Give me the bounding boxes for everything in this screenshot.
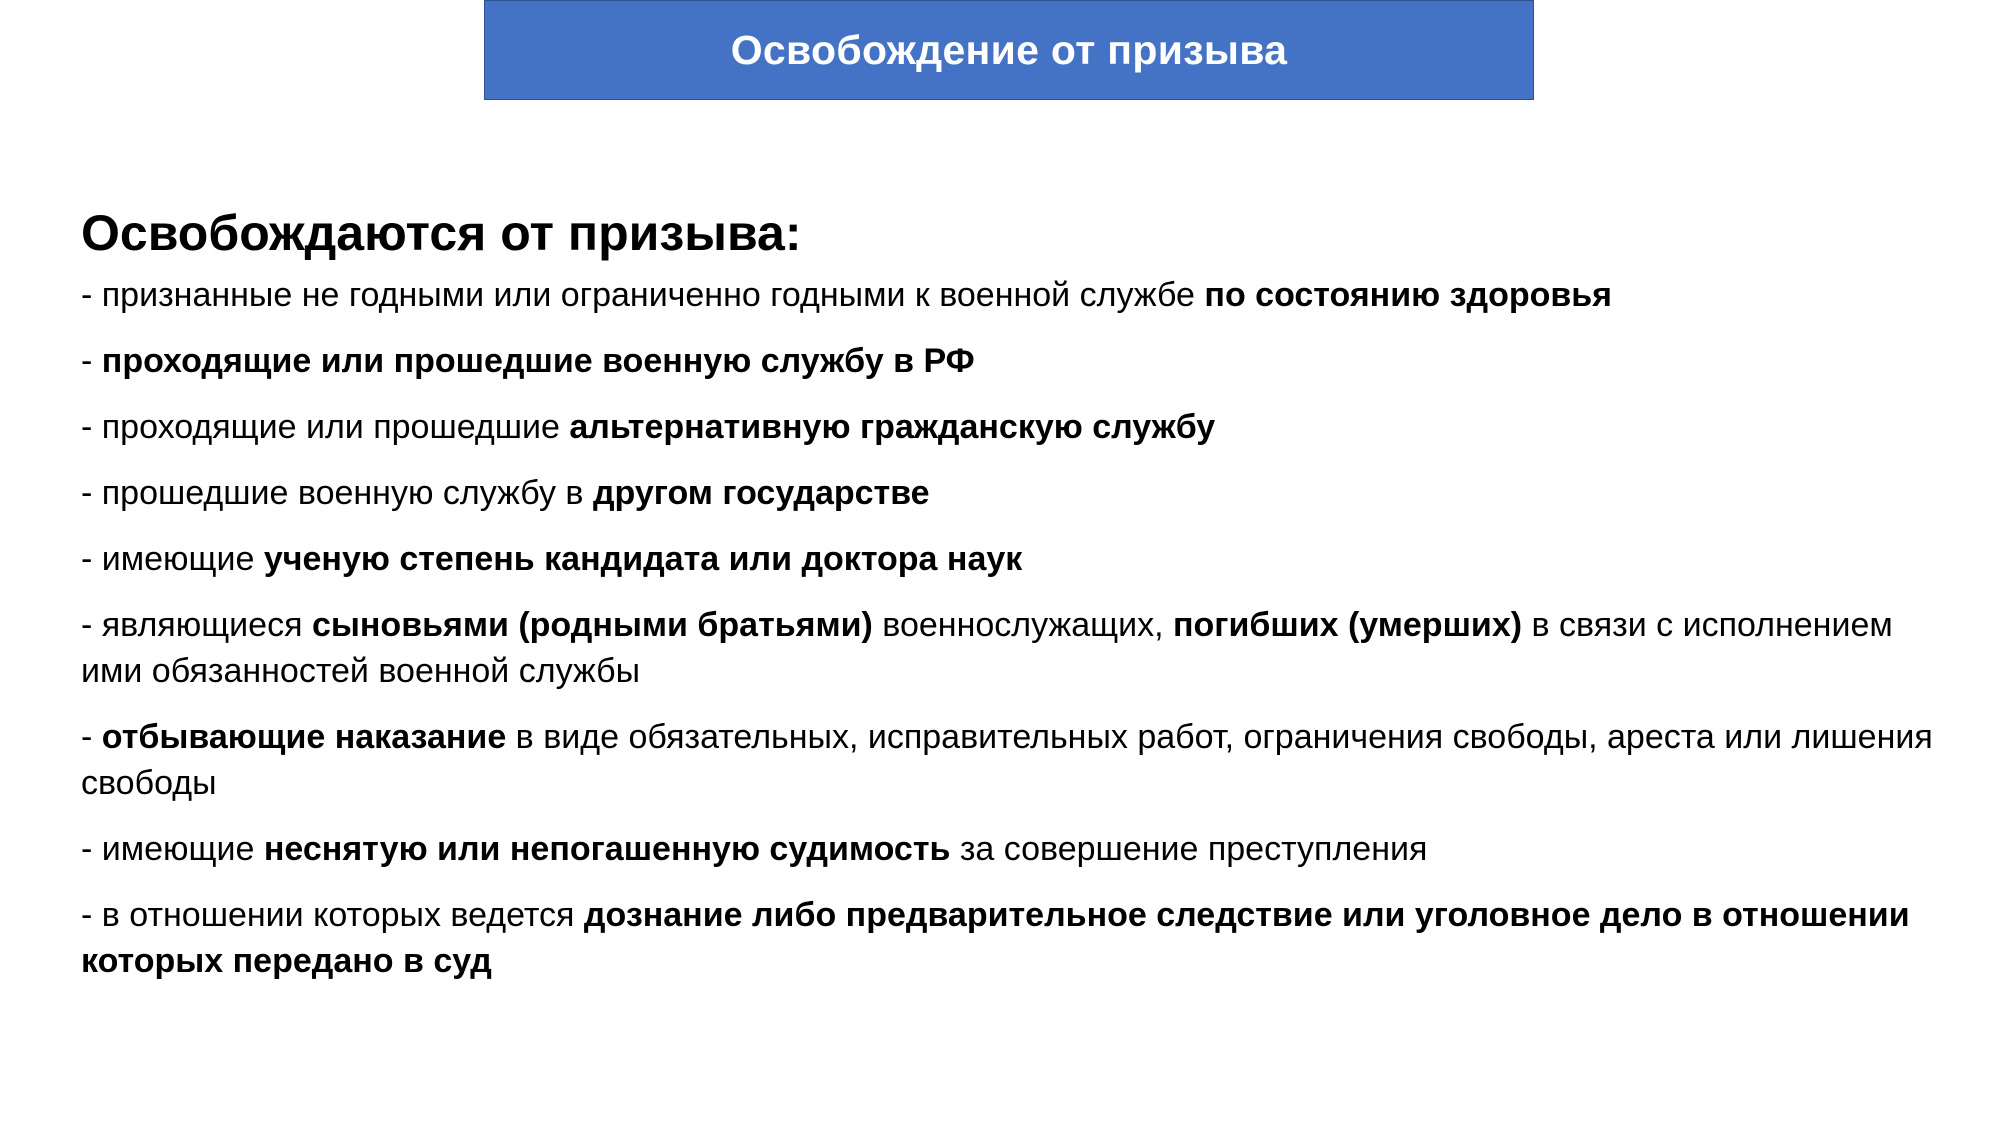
emphasized-text: проходящие или прошедшие военную службу в РФ bbox=[101, 342, 975, 380]
list-item bbox=[81, 536, 1951, 582]
list-item-text: - bbox=[81, 718, 102, 756]
title-banner bbox=[484, 0, 1534, 100]
list-item-text: военнослужащих, bbox=[872, 606, 1173, 644]
list-item bbox=[81, 272, 1951, 318]
slide-title: Освобождение от призыва bbox=[730, 26, 1288, 73]
list-item bbox=[81, 826, 1951, 872]
list-item-text: - являющиеся bbox=[81, 606, 312, 644]
list-item-text: - в отношении которых ведется bbox=[81, 896, 584, 934]
list-item-text: - проходящие или прошедшие bbox=[81, 408, 570, 446]
exemption-list bbox=[81, 272, 1951, 984]
list-item bbox=[81, 714, 1951, 806]
list-item-text: в виде обязательных, исправительных работ, ограничения свободы, ареста или лишения свободы bbox=[81, 718, 1933, 802]
list-item bbox=[81, 470, 1951, 516]
emphasized-text: другом государстве bbox=[592, 474, 930, 512]
emphasized-text: альтернативную гражданскую службу bbox=[569, 408, 1216, 446]
list-item-text: за совершение преступления bbox=[950, 830, 1428, 868]
list-item bbox=[81, 602, 1951, 694]
list-item bbox=[81, 338, 1951, 384]
list-item bbox=[81, 404, 1951, 450]
list-item-text: - имеющие bbox=[81, 540, 264, 578]
emphasized-text: по состоянию здоровья bbox=[1204, 276, 1613, 314]
list-item-text: - bbox=[81, 342, 102, 380]
emphasized-text: неснятую или непогашенную судимость bbox=[263, 830, 951, 868]
slide-content bbox=[81, 200, 1951, 1004]
emphasized-text: отбывающие наказание bbox=[101, 718, 507, 756]
emphasized-text: погибших (умерших) bbox=[1173, 606, 1523, 644]
emphasized-text: ученую степень кандидата или доктора наук bbox=[263, 540, 1023, 578]
emphasized-text: сыновьями (родными братьями) bbox=[311, 606, 873, 644]
list-item-text: в связи с исполнением ими обязанностей военной службы bbox=[81, 606, 1893, 690]
list-item-text: - имеющие bbox=[81, 830, 264, 868]
list-item-text: - признанные не годными или ограниченно годными к военной службе bbox=[81, 276, 1205, 314]
list-item-text: - прошедшие военную службу в bbox=[81, 474, 593, 512]
section-heading: Освобождаются от призыва: bbox=[81, 205, 802, 261]
list-item bbox=[81, 892, 1951, 984]
emphasized-text: дознание либо предварительное следствие или уголовное дело в отношении которых передано в суд bbox=[81, 896, 1910, 980]
